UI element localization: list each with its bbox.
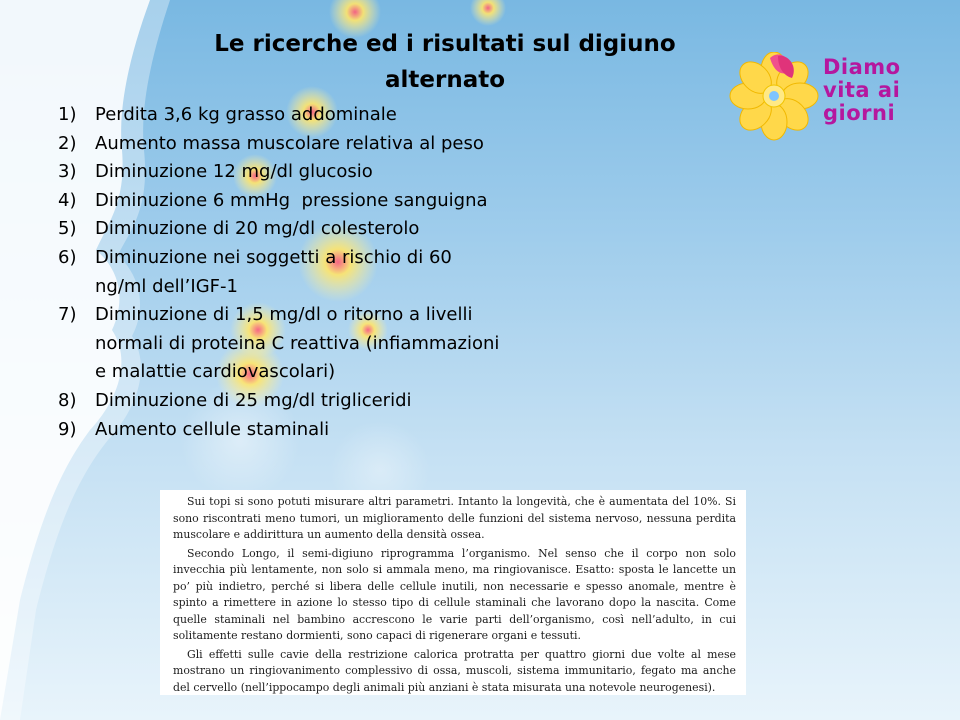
item-number: 9)	[58, 418, 77, 440]
item-number: 5)	[58, 218, 77, 240]
logo-line-2: vita ai	[823, 78, 901, 102]
item-text: Diminuzione 6 mmHg pressione sanguigna	[95, 189, 488, 211]
item-number: 6)	[58, 246, 77, 268]
brand-logo	[728, 52, 908, 142]
list-item	[58, 387, 538, 416]
item-text: Diminuzione di 1,5 mg/dl o ritorno a livelli normali di proteina C reattiva (infiammazioni e malattie cardiovascolari)	[95, 304, 500, 383]
list-item	[58, 244, 538, 301]
item-text: Diminuzione di 25 mg/dl trigliceridi	[95, 389, 412, 411]
item-number: 8)	[58, 389, 77, 411]
logo-line-3: giorni	[823, 101, 896, 125]
list-item	[58, 215, 538, 244]
list-item	[58, 130, 538, 159]
findings-list	[58, 101, 538, 444]
list-item	[58, 101, 538, 130]
flower-icon	[728, 52, 824, 142]
excerpt-paragraph: Secondo Longo, il semi-digiuno riprogramma l’organismo. Nel senso che il corpo non solo invecchia più lentamente, non solo si ammala meno, ma ringiovanisce. Esatto: sposta le lancette un po’ più indietro, perché si libera delle cellule inutili, non necessarie e spesso anomale, mentre è spinto a rimettere in azione lo stesso tipo di cellule staminali che lavorano dopo la nascita. Come quelle staminali nel bambino accrescono le varie parti dell’organismo, così nell’adulto, in cui solitamente restano dormienti, sono capaci di rigenerare organi e tessuti.	[173, 546, 736, 642]
excerpt-paragraph: Gli effetti sulle cavie della restrizione calorica protratta per quattro giorni due volte al mese mostrano un ringiovanimento complessivo di ossa, muscoli, sistema immunitario, fegato ma anche del cervello (nell’ippocampo degli animali più anziani è stata misurata una notevole neurogenesi).	[173, 647, 736, 694]
item-number: 1)	[58, 104, 77, 125]
list-item	[58, 158, 538, 187]
list-item	[58, 416, 538, 445]
list-item	[58, 301, 538, 387]
item-number: 4)	[58, 189, 77, 211]
logo-text	[823, 56, 901, 125]
logo-line-1: Diamo	[823, 55, 901, 79]
item-text: Diminuzione di 20 mg/dl colesterolo	[95, 218, 420, 240]
item-number: 7)	[58, 304, 77, 326]
item-text: Aumento cellule staminali	[95, 418, 330, 440]
item-text: Diminuzione nei soggetti a rischio di 60 ng/ml dell’IGF-1	[95, 246, 452, 297]
list-item	[58, 187, 538, 216]
item-number: 3)	[58, 161, 77, 183]
item-number: 2)	[58, 132, 77, 154]
excerpt-paragraph: Sui topi si sono potuti misurare altri parametri. Intanto la longevità, che è aumentata del 10%. Si sono riscontrati meno tumori, un miglioramento delle funzioni del sistema nervoso, nessuna perdita muscolare e addirittura un aumento della densità ossea.	[173, 495, 736, 541]
item-text: Aumento massa muscolare relativa al peso	[95, 132, 484, 154]
book-excerpt	[160, 490, 746, 695]
slide-title: Le ricerche ed i risultati sul digiuno alternato	[214, 31, 676, 93]
item-text: Diminuzione 12 mg/dl glucosio	[95, 161, 373, 183]
item-text: Perdita 3,6 kg grasso addominale	[95, 104, 397, 125]
